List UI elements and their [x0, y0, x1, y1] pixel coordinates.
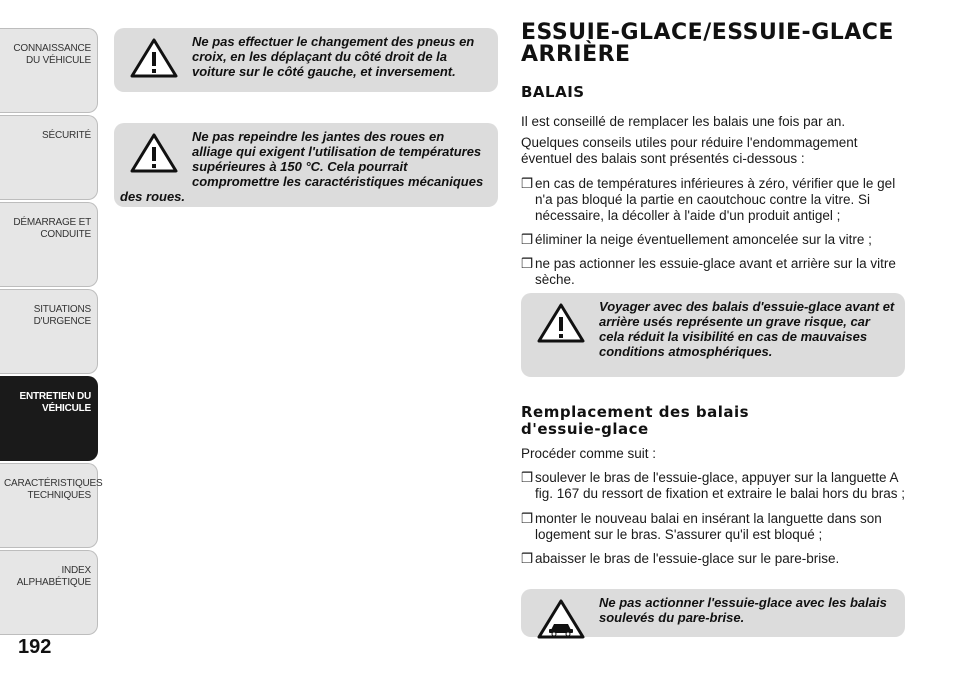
- checkbox-bullet-icon: ❒: [521, 256, 534, 271]
- page-number: 192: [18, 636, 52, 658]
- warning-triangle-icon: [124, 131, 184, 175]
- list-item: ❒ en cas de températures inférieures à zéro, vérifier que le gel n'a pas bloqué la partie en caoutchouc contre la vitre. Si nécessaire, la décoller à l'aide d'un produit antigel ;: [521, 176, 896, 223]
- checkbox-bullet-icon: ❒: [521, 176, 534, 191]
- warning-box-raised-blades: [521, 589, 905, 637]
- tab-demarrage-conduite[interactable]: DÉMARRAGE ET CONDUITE: [0, 202, 98, 287]
- car-warning-triangle-icon: [531, 597, 591, 641]
- warning-text: Ne pas actionner l'essuie-glace avec les balais soulevés du pare-brise.: [599, 595, 887, 625]
- heading-remplacement: Remplacement des balais d'essuie-glace: [521, 403, 750, 438]
- warning-triangle-icon: [124, 36, 184, 80]
- warning-text: Ne pas effectuer le changement des pneus en croix, en les déplaçant du côté droit de la voiture sur le côté gauche, et inversement.: [192, 34, 475, 79]
- tab-caracteristiques-techniques[interactable]: CARACTÉRISTIQUES TECHNIQUES: [0, 463, 98, 548]
- checkbox-bullet-icon: ❒: [521, 232, 534, 247]
- section-title: ESSUIE-GLACE/ESSUIE-GLACE ARRIÈRE: [521, 20, 894, 67]
- checkbox-bullet-icon: ❒: [521, 551, 534, 566]
- tab-entretien-vehicule[interactable]: ENTRETIEN DU VÉHICULE: [0, 376, 98, 461]
- warning-triangle-icon: [531, 301, 591, 345]
- paragraph-intro: Il est conseillé de remplacer les balais une fois par an.: [521, 114, 846, 129]
- tab-situations-urgence[interactable]: SITUATIONS D'URGENCE: [0, 289, 98, 374]
- checkbox-bullet-icon: ❒: [521, 511, 534, 526]
- warning-text: Voyager avec des balais d'essuie-glace avant et arrière usés représente un grave risque, car cela réduit la visibilité en cas de mauvaises conditions atmosphériques.: [599, 299, 895, 359]
- heading-balais: BALAIS: [521, 83, 585, 101]
- tab-securite[interactable]: SÉCURITÉ: [0, 115, 98, 200]
- warning-text: Ne pas repeindre les jantes des roues en alliage qui exigent l'utilisation de températures supérieures à 150 °C. Cela pourrait compromettre les caractéristiques mécaniques des roues.: [120, 129, 484, 204]
- list-item: ❒ abaisser le bras de l'essuie-glace sur le pare-brise.: [521, 551, 840, 566]
- warning-box-worn-blades: [521, 293, 905, 377]
- paragraph-lead: Quelques conseils utiles pour réduire l'endommagement éventuel des balais sont présentés ci-dessous :: [521, 135, 858, 166]
- checkbox-bullet-icon: ❒: [521, 470, 534, 485]
- tab-index-alphabetique[interactable]: INDEX ALPHABÉTIQUE: [0, 550, 98, 635]
- tab-connaissance-vehicule[interactable]: CONNAISSANCE DU VÉHICULE: [0, 28, 98, 113]
- list-item: ❒ soulever le bras de l'essuie-glace, appuyer sur la languette A fig. 167 du ressort de fixation et extraire le balai hors du bras ;: [521, 470, 905, 501]
- list-item: ❒ éliminer la neige éventuellement amoncelée sur la vitre ;: [521, 232, 872, 247]
- paragraph-procedure: Procéder comme suit :: [521, 446, 657, 461]
- warning-box-rims: [114, 123, 498, 207]
- list-item: ❒ ne pas actionner les essuie-glace avant et arrière sur la vitre sèche.: [521, 256, 896, 287]
- warning-box-tyres: [114, 28, 498, 92]
- list-item: ❒ monter le nouveau balai en insérant la languette dans son logement sur le bras. S'assurer qu'il est bloqué ;: [521, 511, 882, 542]
